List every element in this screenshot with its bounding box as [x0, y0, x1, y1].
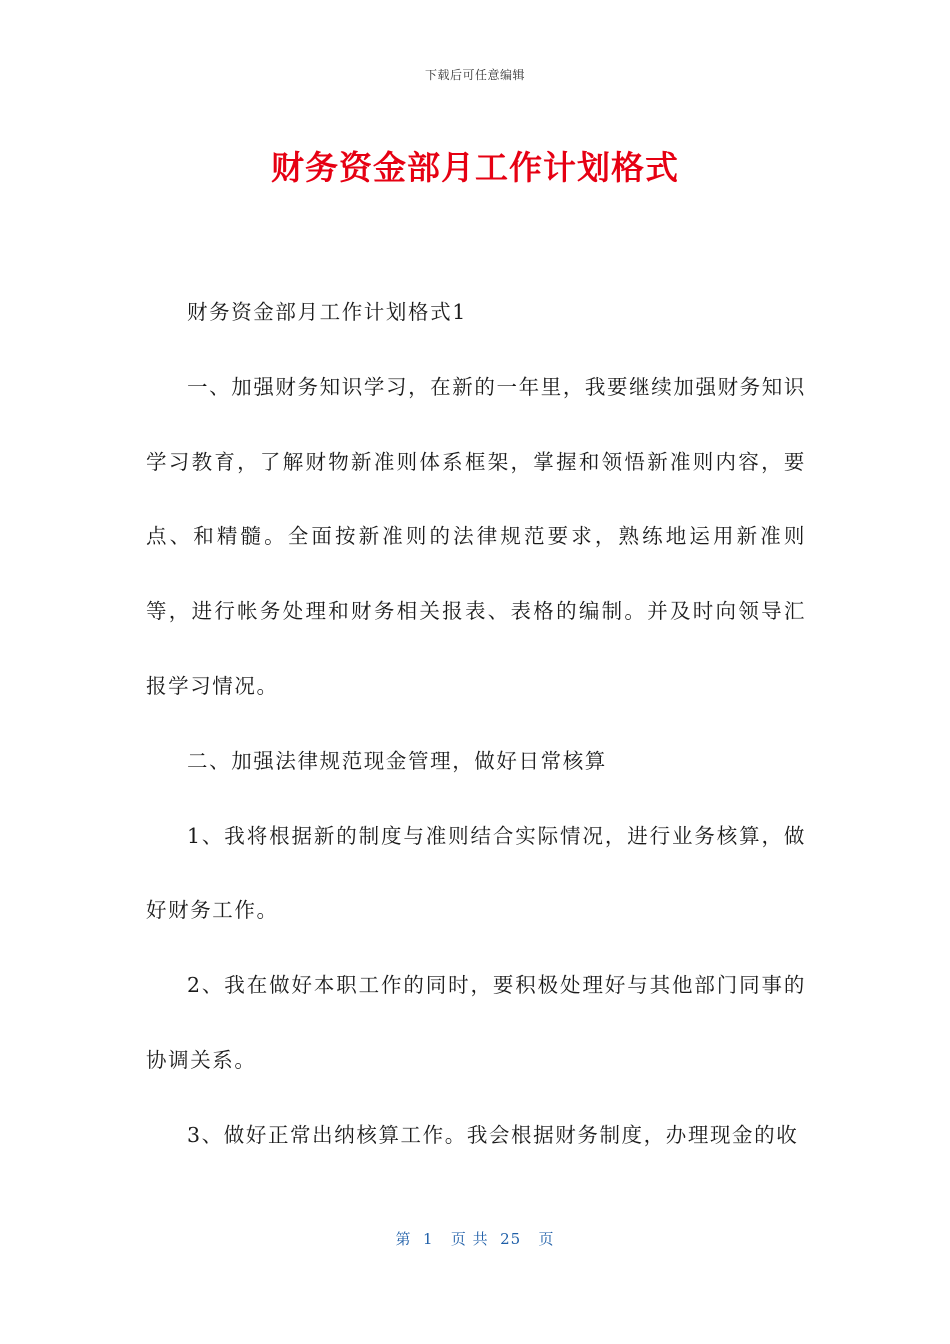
section-heading: 财务资金部月工作计划格式1 — [187, 300, 467, 324]
paragraph: 1、我将根据新的制度与准则结合实际情况，进行业务核算，做好财务工作。 — [146, 823, 806, 923]
paragraph: 一、加强财务知识学习，在新的一年里，我要继续加强财务知识学习教育，了解财物新准则体系框架，掌握和领悟新准则内容，要点、和精髓。全面按新准则的法律规范要求，熟练地运用新准则等，进行帐务处理和财务相关报表、表格的编制。并及时向领导汇报学习情况。 — [146, 374, 806, 698]
document-body — [146, 275, 806, 1173]
document-title: 财务资金部月工作计划格式 — [271, 148, 679, 187]
page-number-footer: 第 1 页 共 25 页 — [395, 1230, 555, 1248]
header-note: 下载后可任意编辑 — [424, 68, 525, 82]
paragraph: 2、我在做好本职工作的同时，要积极处理好与其他部门同事的协调关系。 — [146, 973, 806, 1072]
paragraph: 3、做好正常出纳核算工作。我会根据财务制度，办理现金的收 — [187, 1122, 799, 1147]
section-heading: 二、加强法律规范现金管理，做好日常核算 — [187, 748, 607, 773]
